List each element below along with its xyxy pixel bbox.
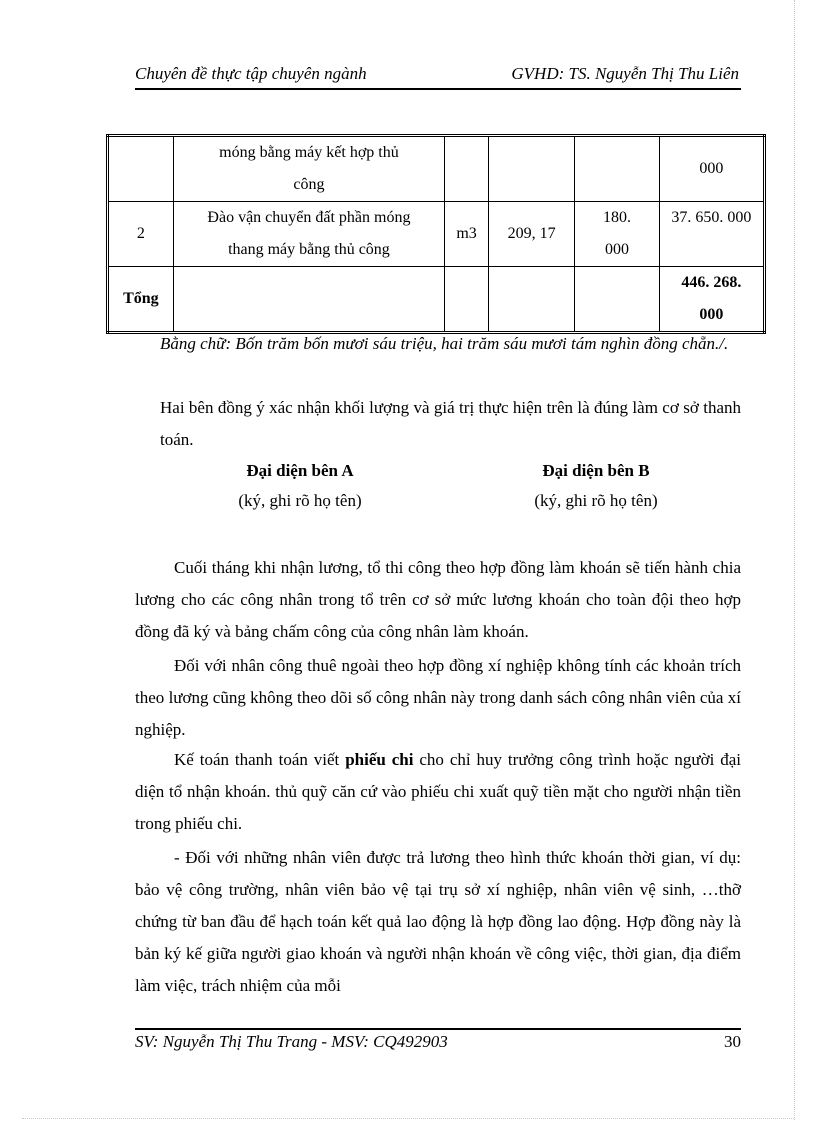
cell-amount [659,202,764,267]
cell-stt: 2 [108,202,174,267]
signature-b [486,456,706,516]
cell-stt [108,136,174,202]
total-amount [659,267,764,333]
total-row [108,267,765,333]
settlement-table [106,134,766,334]
header-right: GVHD: TS. Nguyễn Thị Thu Liên [511,64,739,83]
cell-description [173,136,444,202]
cell-description [173,202,444,267]
p3-text: Kế toán thanh toán viết [174,750,346,769]
footer-rule [135,1028,741,1030]
total-label: Tổng [108,267,174,333]
desc-line: móng bằng máy kết hợp thủ [219,144,399,161]
footer-author: SV: Nguyễn Thị Thu Trang - MSV: CQ492903 [135,1032,448,1051]
table-row [108,202,765,267]
cell-quantity: 209, 17 [488,202,574,267]
cell-quantity [488,136,574,202]
header-left: Chuyên đề thực tập chuyên ngành [135,64,367,83]
cell-unit-price [575,136,659,202]
signature-b-title: Đại diện bên B [542,461,650,480]
page-header [135,64,741,90]
signature-a-note: (ký, ghi rõ họ tên) [238,491,362,510]
price-line: 180. [603,209,632,226]
signature-b-note: (ký, ghi rõ họ tên) [534,491,658,510]
agreement-text: Hai bên đồng ý xác nhận khối lượng và giá trị thực hiện trên là đúng làm cơ sở thanh toán. [160,398,741,449]
total-amount-line: 000 [699,306,724,323]
amount-in-words: Bằng chữ: Bốn trăm bốn mươi sáu triệu, hai trăm sáu mươi tám nghìn đồng chẵn./. [160,334,729,353]
total-amount-line: 446. 268. [681,274,742,291]
signature-a [190,456,410,516]
p3-text: cho chỉ huy trưởng công trình hoặc người đại diện tổ nhận khoán. thủ quỹ căn cứ vào phiếu chi xuất quỹ tiền mặt cho người nhận tiền trong phiếu chi. [135,750,742,833]
empty-cell [488,267,574,333]
desc-line: công [293,176,325,193]
amount-line: 37. 650. 000 [671,209,752,226]
page-edge-right [794,0,795,1120]
cell-amount [659,136,764,202]
signature-a-title: Đại diện bên A [246,461,354,480]
paragraph-2: Đối với nhân công thuê ngoài theo hợp đồng xí nghiệp không tính các khoản trích theo lương cũng không theo dõi số công nhân này trong danh sách công nhân viên của xí nghiệp. [135,656,741,739]
desc-line: Đào vận chuyển đất phần móng [207,209,411,226]
cell-unit-price [575,202,659,267]
page-edge-bottom [22,1118,794,1119]
empty-cell [445,267,489,333]
empty-cell [173,267,444,333]
page-number: 30 [724,1032,741,1051]
empty-cell [575,267,659,333]
paragraph-1: Cuối tháng khi nhận lương, tổ thi công theo hợp đồng làm khoán sẽ tiến hành chia lương cho các công nhân trong tổ trên cơ sở mức lương khoán cho toàn đội theo hợp đồng đã ký và bảng chấm công của công nhân làm khoán. [135,558,741,641]
price-line: 000 [605,241,630,258]
paragraph-4: - Đối với những nhân viên được trả lương theo hình thức khoán thời gian, ví dụ: bảo vệ công trường, nhân viên bảo vệ tại trụ sở xí nghiệp, nhân viên vệ sinh, …thỡ chứng từ ban đầu để hạch toán kết quả lao động là hợp đồng lao động. Hợp đồng này là bản ký kế giữa người giao khoán và người nhận khoán về công việc, thời gian, địa điểm làm việc, trách nhiệm của mỗi [135,848,741,995]
table-row [108,136,765,202]
cell-unit: m3 [445,202,489,267]
cell-unit [445,136,489,202]
header-rule [135,88,741,90]
p3-bold: phiếu chi [345,750,414,769]
paragraph-3 [135,744,741,840]
desc-line: thang máy bằng thủ công [228,241,390,258]
amount-line: 000 [699,160,724,177]
